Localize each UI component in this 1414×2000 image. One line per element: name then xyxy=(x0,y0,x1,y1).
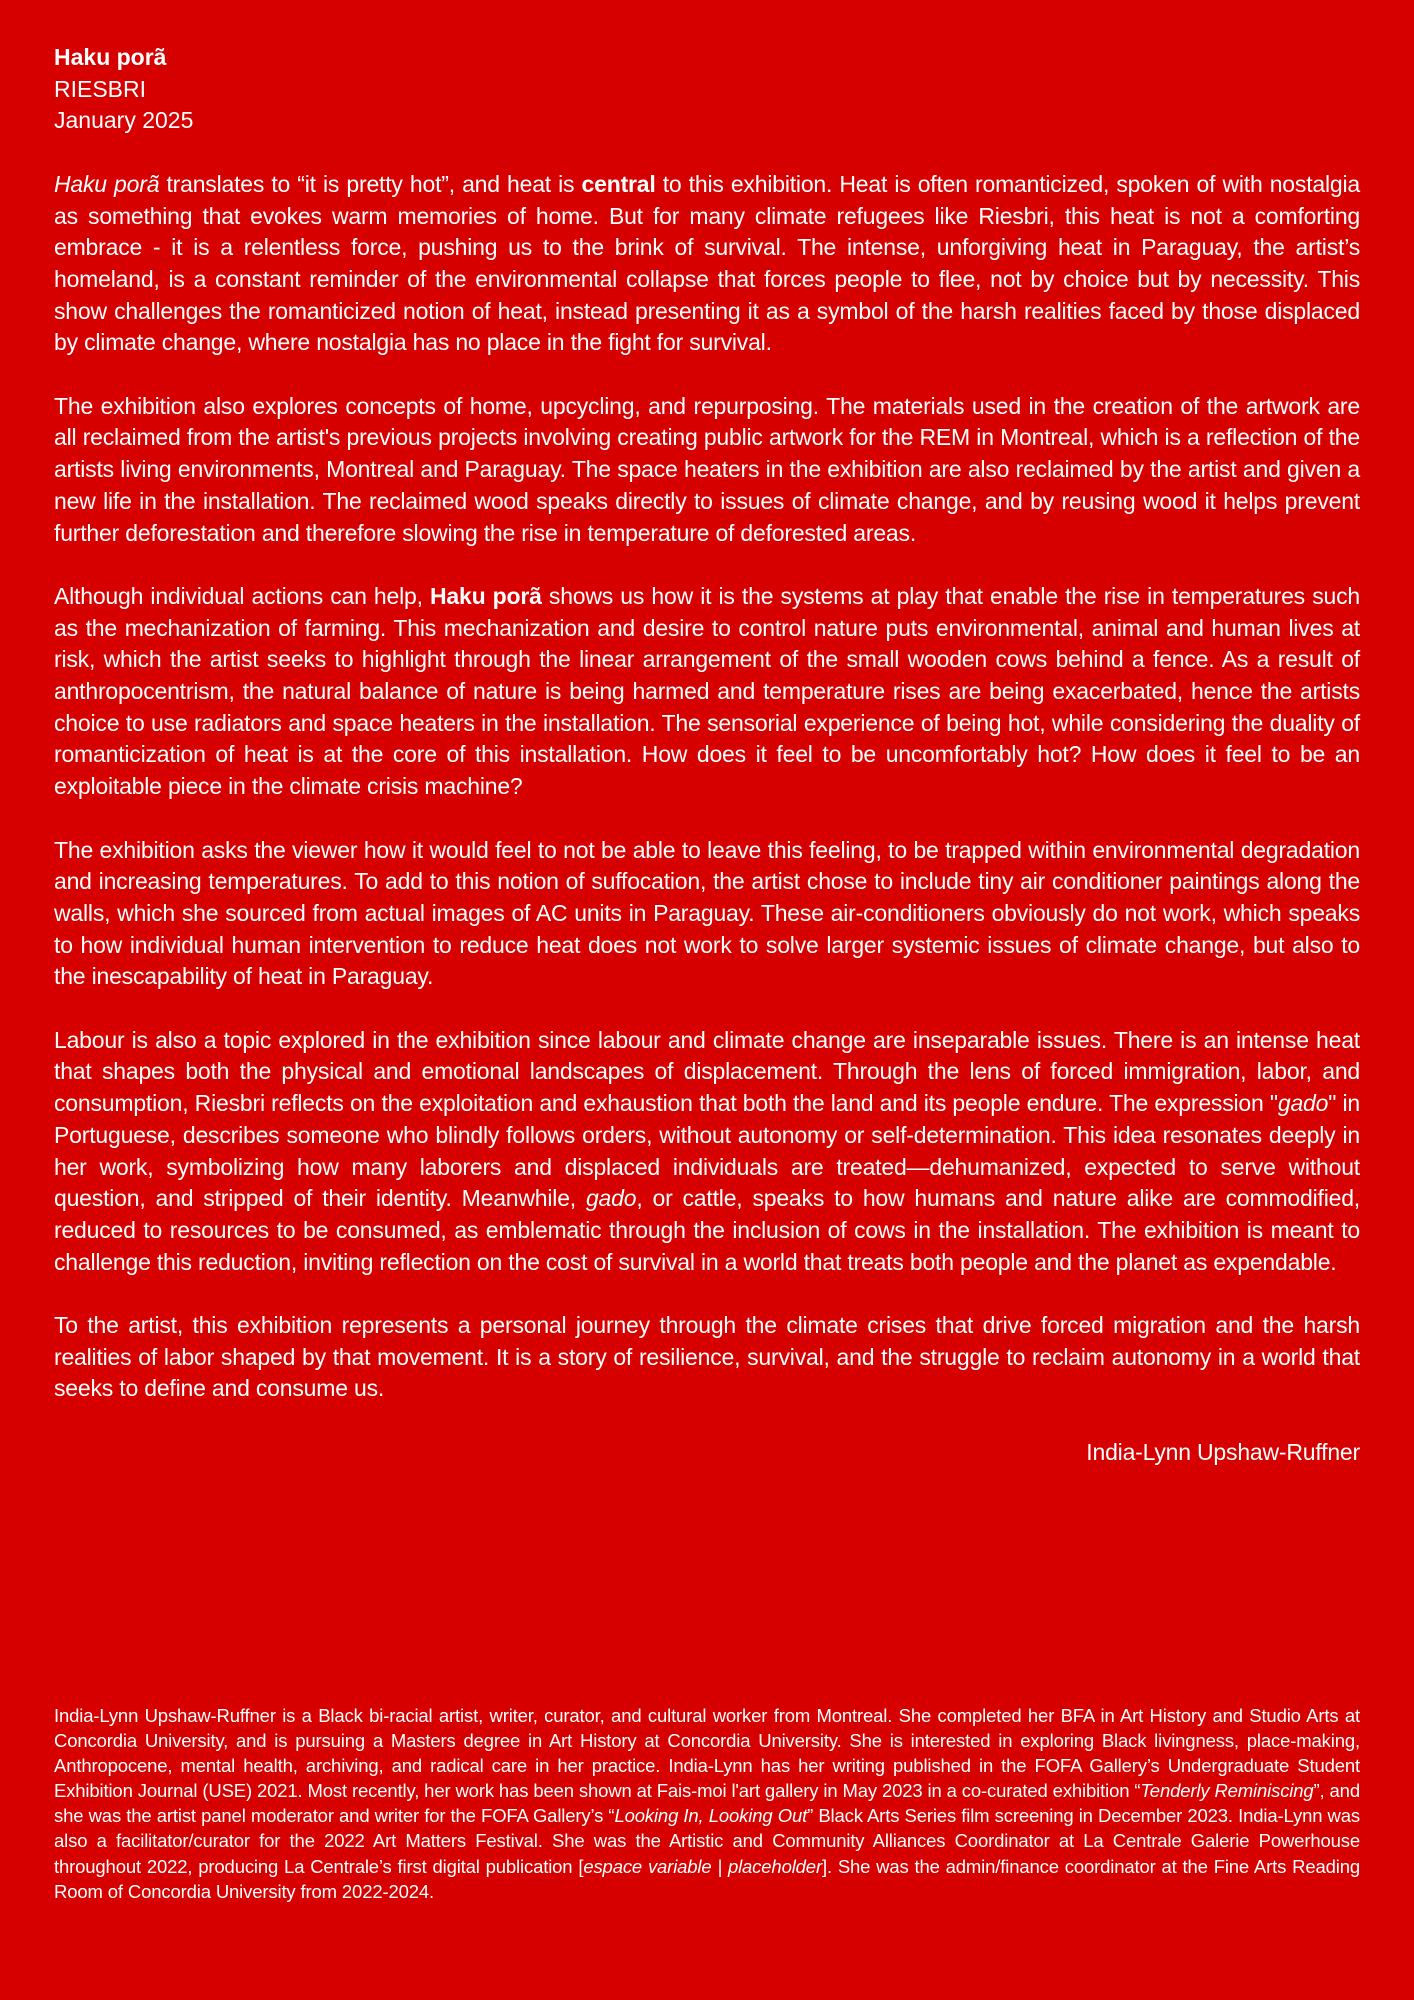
author-signature: India-Lynn Upshaw-Ruffner xyxy=(1086,1438,1360,1465)
text-run: The exhibition also explores concepts of home, upcycling, and repurposing. The materials used in the creation of the artwork are all reclaimed from the artist's previous projects involving creating public artwork for the REM in Montreal, which is a reflection of the artists living environments, Montreal and Paraguay. The space heaters in the exhibition are also reclaimed by the artist and given a new life in the installation. The reclaimed wood speaks directly to issues of climate change, and by reusing wood it helps prevent further deforestation and therefore slowing the rise in temperature of deforested areas. xyxy=(54,392,1360,546)
text-run: shows us how it is the systems at play that enable the rise in temperatures such as the mechanization of farming. This mechanization and desire to control nature puts environmental, animal and human lives at risk, which the artist seeks to highlight through the linear arrangement of the small wooden cows behind a fence. As a result of anthropocentrism, the natural balance of nature is being harmed and temperature rises are being exacerbated, hence the artists choice to use radiators and space heaters in the installation. The sensorial experience of being hot, while considering the duality of romanticization of heat is at the core of this installation. How does it feel to be uncomfortably hot? How does it feel to be an exploitable piece in the climate crisis machine? xyxy=(54,582,1360,800)
exhibition-header xyxy=(54,42,1360,137)
spacer xyxy=(54,803,1360,835)
text-run: to this exhibition. Heat is often romanticized, spoken of with nostalgia as something that evokes warm memories of home. But for many climate refugees like Riesbri, this heat is not a comforting embrace - it is a relentless force, pushing us to the brink of survival. The intense, unforgiving heat in Paraguay, the artist’s homeland, is a constant reminder of the environmental collapse that forces people to flee, not by choice but by necessity. This show challenges the romanticized notion of heat, instead presenting it as a symbol of the harsh realities faced by those displaced by climate change, where nostalgia has no place in the fight for survival. xyxy=(54,170,1360,356)
italic-text-run: gado xyxy=(585,1185,637,1212)
italic-text-run: gado xyxy=(1277,1090,1329,1117)
bold-text-run: central xyxy=(581,170,656,197)
paragraph-labour xyxy=(54,1025,1360,1279)
text-run: Although individual actions can help, xyxy=(54,582,430,609)
italic-text-run: Tenderly Reminiscing xyxy=(1140,1780,1314,1802)
text-run: The exhibition asks the viewer how it would feel to not be able to leave this feeling, to be trapped within environmental degradation and increasing temperatures. To add to this notion of suffocation, the artist chose to include tiny air conditioner paintings along the walls, which she sourced from actual images of AC units in Paraguay. These air-conditioners obviously do not work, which speaks to how individual human intervention to reduce heat does not work to solve larger systemic issues of climate change, but also to the inescapability of heat in Paraguay. xyxy=(54,836,1360,990)
text-run: ” Black Arts Series film screening in December 2023. India-Lynn was also a facilitator/curator for the 2022 Art Matters Festival. She was the Artistic and Community Alliances Coordinator at La Centrale Galerie Powerhouse throughout 2022, producing La Centrale’s first digital publication [ xyxy=(54,1805,1361,1877)
italic-text-run: Looking In, Looking Out xyxy=(614,1805,808,1827)
paragraph-systems xyxy=(54,581,1360,803)
spacer xyxy=(54,549,1360,581)
exhibition-text-page xyxy=(54,42,1360,1469)
text-run: , or cattle, speaks to how humans and nature alike are commodified, reduced to resources to be consumed, as emblematic through the inclusion of cows in the installation. The exhibition is meant to challenge this reduction, inviting reflection on the cost of survival in a world that treats both people and the planet as expendable. xyxy=(54,1185,1360,1275)
text-run: translates to “it is pretty hot”, and heat is xyxy=(159,170,582,197)
italic-text-run: espace variable | placeholder xyxy=(583,1855,822,1877)
spacer xyxy=(54,137,1360,169)
paragraph-suffocation xyxy=(54,835,1360,994)
text-run: ]. She was the admin/finance coordinator at the Fine Arts Reading Room of Concordia University from 2022-2024. xyxy=(54,1855,1360,1902)
text-run: India-Lynn Upshaw-Ruffner is a Black bi-racial artist, writer, curator, and cultural worker from Montreal. She completed her BFA in Art History and Studio Arts at Concordia University, and is pursuing a Masters degree in Art History at Concordia University. She is interested in exploring Black livingness, place-making, Anthropocene, mental health, archiving, and radical care in her practice. India-Lynn has her writing published in the FOFA Gallery’s Undergraduate Student Exhibition Journal (USE) 2021. Most recently, her work has been shown at Fais-moi l'art gallery in May 2023 in a co-curated exhibition “ xyxy=(54,1705,1360,1802)
text-run: ”, and she was the artist panel moderator and writer for the FOFA Gallery’s “ xyxy=(54,1780,1360,1827)
text-run: Labour is also a topic explored in the exhibition since labour and climate change are inseparable issues. There is an intense heat that shapes both the physical and emotional landscapes of displacement. Through the lens of forced immigration, labor, and consumption, Riesbri reflects on the exploitation and exhaustion that both the land and its people endure. The expression " xyxy=(54,1026,1360,1117)
author-bio xyxy=(54,1703,1360,1904)
exhibition-title: Haku porã xyxy=(54,44,167,70)
italic-text-run: Haku porã xyxy=(54,170,160,197)
artist-name: RIESBRI xyxy=(54,75,147,102)
text-run: " in Portuguese, describes someone who blindly follows orders, without autonomy or self-determination. This idea resonates deeply in her work, symbolizing how many laborers and displaced individuals are treated—dehumanized, expected to serve without question, and stripped of their identity. Meanwhile, xyxy=(54,1090,1361,1212)
paragraph-conclusion xyxy=(54,1310,1360,1405)
paragraph-intro xyxy=(54,169,1360,359)
bold-text-run: Haku porã xyxy=(429,582,542,609)
exhibition-date: January 2025 xyxy=(54,107,194,134)
paragraph-materials xyxy=(54,391,1360,550)
spacer xyxy=(54,1405,1360,1437)
spacer xyxy=(54,993,1360,1025)
spacer xyxy=(54,1278,1360,1310)
spacer xyxy=(54,359,1360,391)
text-run: To the artist, this exhibition represents a personal journey through the climate crises that drive forced migration and the harsh realities of labor shaped by that movement. It is a story of resilience, survival, and the struggle to reclaim autonomy in a world that seeks to define and consume us. xyxy=(54,1312,1360,1402)
